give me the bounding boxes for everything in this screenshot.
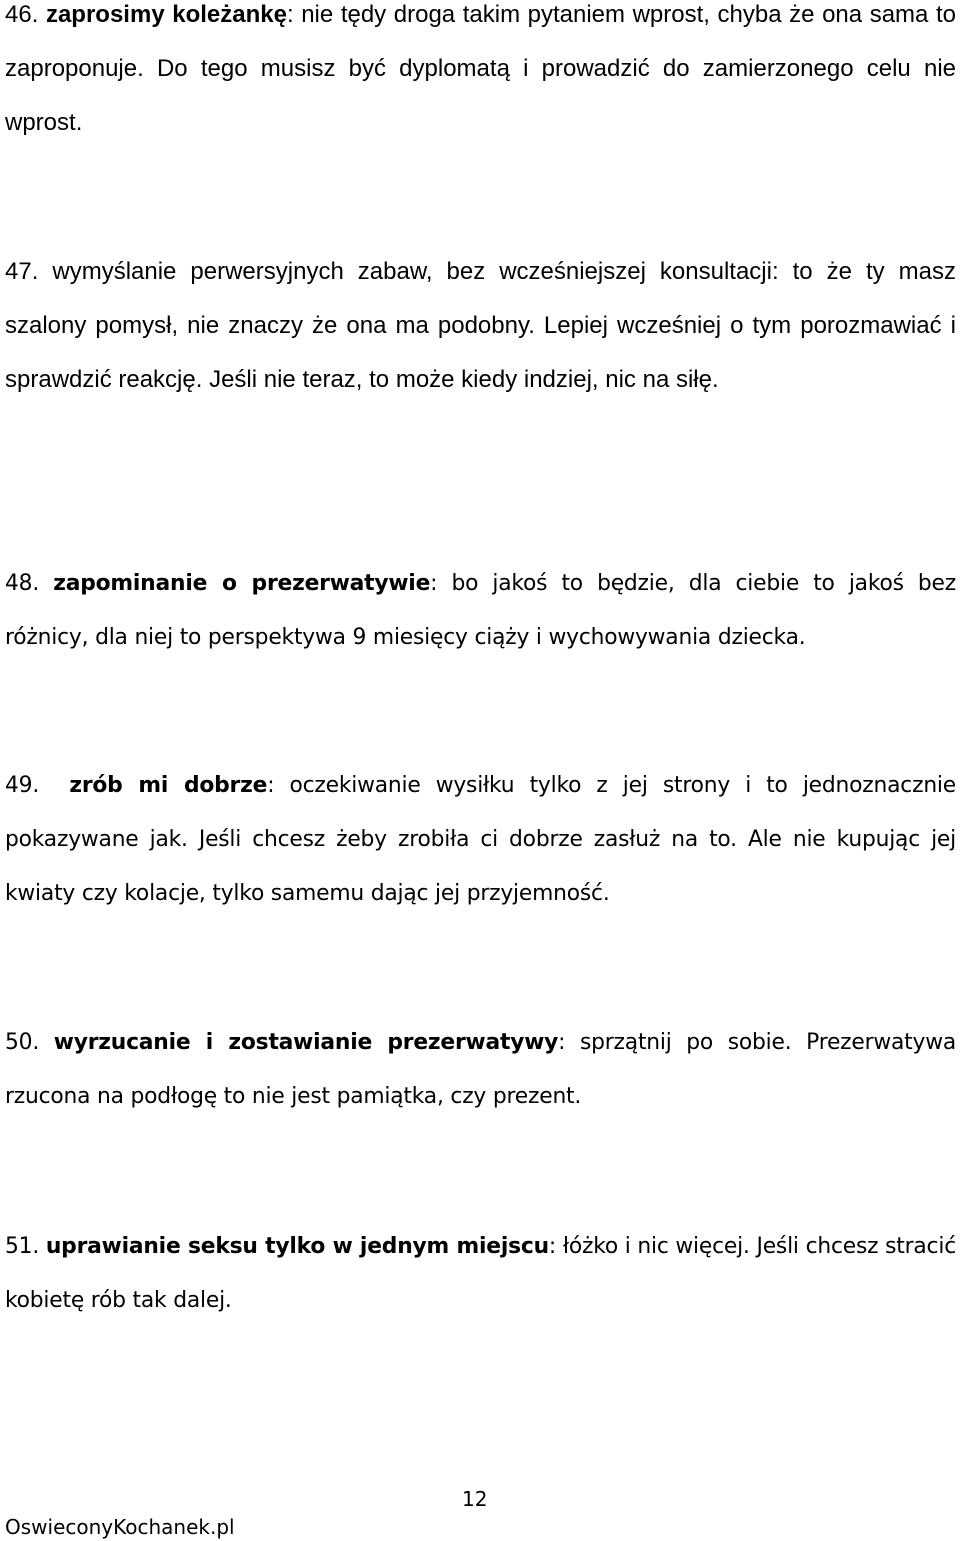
item-title: zaprosimy koleżankę [45,1,287,28]
list-item-46 [5,0,956,150]
item-number: 46. [5,1,39,28]
item-number: 47. [5,258,39,285]
item-number: 51. [5,1234,40,1259]
item-text: wymyślanie perwersyjnych zabaw, bez wcześniejszej konsultacji: to że ty masz szalony pomysł, nie znaczy że ona ma podobny. Lepiej wcześniej o tym porozmawiać i sprawdzić reakcję. Jeśli nie teraz, to może kiedy indziej, nic na siłę. [5,258,956,393]
item-number: 49. [5,773,40,798]
item-title: zapominanie o prezerwatywie [53,571,431,596]
list-item-51 [5,1220,956,1328]
page-number: 12 [462,1487,488,1511]
footer-site-name: OswieconyKochanek.pl [5,1515,235,1539]
item-text: : nie tędy droga takim pytaniem wprost, chyba że ona sama to zaproponuje. Do tego musisz być dyplomatą i prowadzić do zamierzonego celu nie wprost. [5,1,956,136]
item-text: : bo jakoś to będzie, dla ciebie to jakoś bez różnicy, dla niej to perspektywa 9 miesięcy ciąży i wychowywania dziecka. [5,571,956,650]
list-item-49 [5,759,956,921]
item-title: uprawianie seksu tylko w jednym miejscu [45,1234,549,1259]
item-text: : łóżko i nic więcej. Jeśli chcesz stracić kobietę rób tak dalej. [5,1234,956,1313]
item-text: : oczekiwanie wysiłku tylko z jej strony i to jednoznacznie pokazywane jak. Jeśli chcesz żeby zrobiła ci dobrze zasłuż na to. Ale nie kupując jej kwiaty czy kolacje, tylko samemu dając jej przyjemność. [5,773,957,906]
item-number: 48. [5,571,40,596]
item-text: : sprzątnij po sobie. Prezerwatywa rzucona na podłogę to nie jest pamiątka, czy prezent. [5,1030,957,1109]
item-number: 50. [5,1030,40,1055]
item-title: zrób mi dobrze [69,773,268,798]
list-item-47 [5,245,956,407]
list-item-48 [5,557,956,665]
list-item-50 [5,1016,956,1124]
item-title: wyrzucanie i zostawianie prezerwatywy [53,1030,559,1055]
